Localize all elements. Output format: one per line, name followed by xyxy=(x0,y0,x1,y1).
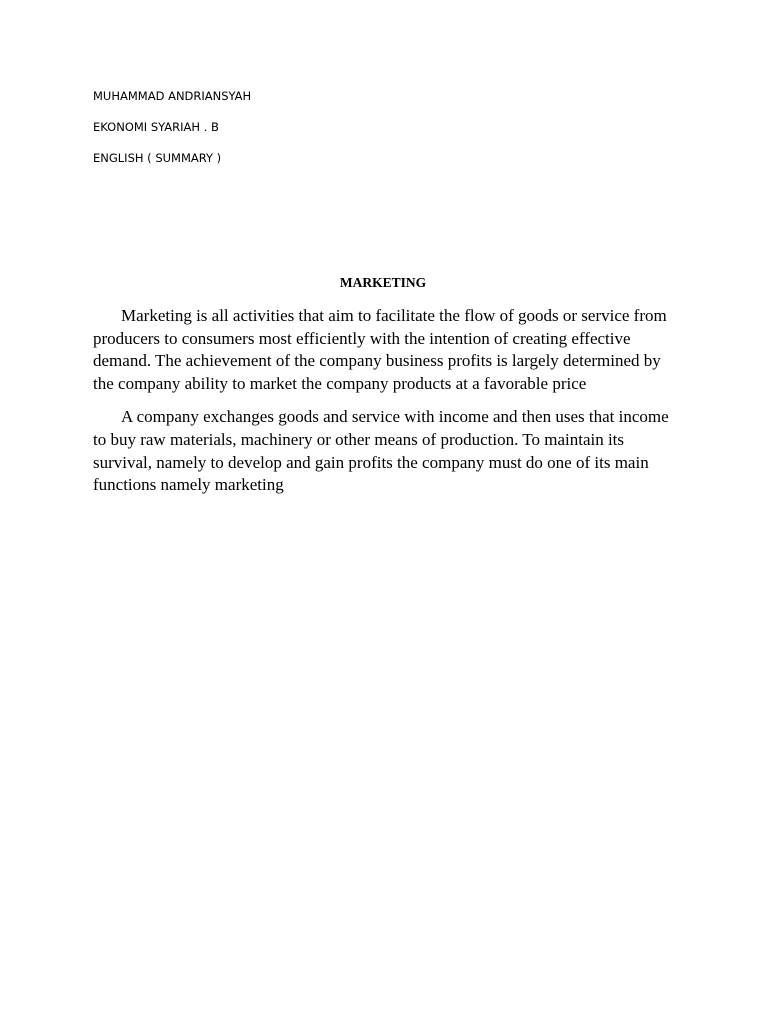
author-name: MUHAMMAD ANDRIANSYAH xyxy=(93,89,252,103)
paragraph-1: Marketing is all activities that aim to facilitate the flow of goods or service from producers to consumers most efficiently with the intention of creating effective demand. The achievement of the company business profits is largely determined by the company ability to market the company products at a favorable price xyxy=(93,306,667,393)
document-header xyxy=(93,88,251,181)
class-label: EKONOMI SYARIAH . B xyxy=(93,120,219,134)
subject-label: ENGLISH ( SUMMARY ) xyxy=(93,151,222,165)
paragraph-2: A company exchanges goods and service with income and then uses that income to buy raw materials, machinery or other means of production. To maintain its survival, namely to develop and gain profits the company must do one of its main functions namely marketing xyxy=(93,407,669,495)
document-title: MARKETING xyxy=(339,275,427,290)
document-body xyxy=(93,274,673,508)
